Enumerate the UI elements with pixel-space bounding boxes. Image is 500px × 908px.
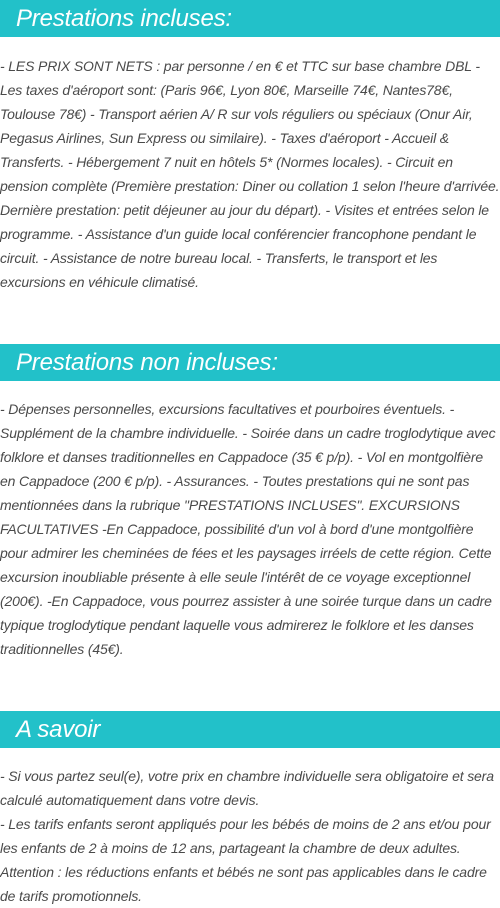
section-title: Prestations non incluses: bbox=[16, 349, 278, 376]
section-paragraph: - LES PRIX SONT NETS : par personne / en € et TTC sur base chambre DBL - Les taxes d'aéroport sont: (Paris 96€, Lyon 80€, Marseille 74€, Nantes78€, Toulouse 78€) - Transport aérien A/ R sur vols réguliers ou spéciaux (Onur Air, Pegasus Airlines, Sun Express ou similaire). - Taxes d'aéroport - Accueil & Transferts. - Hébergement 7 nuit en hôtels 5* (Normes locales). - Circuit en pension complète (Première prestation: Diner ou collation 1 selon l'heure d'arrivée. Dernière prestation: petit déjeuner au jour du départ). - Visites et entrées selon le programme. - Assistance d'un guide local conférencier francophone pendant le circuit. - Assistance de notre bureau local. - Transferts, le transport et les excursions en véhicule climatisé. bbox=[0, 58, 500, 290]
section-paragraph: - Dépenses personnelles, excursions facultatives et pourboires éventuels. - Supplément de la chambre individuelle. - Soirée dans un cadre troglodytique avec folklore et danses traditionnelles en Cappadoce (35 € p/p). - Vol en montgolfière en Cappadoce (200 € p/p). - Assurances. - Toutes prestations qui ne sont pas mentionnées dans la rubrique "PRESTATIONS INCLUSES". EXCURSIONS FACULTATIVES -En Cappadoce, possibilité d'un vol à bord d'une montgolfière pour admirer les cheminées de fées et les paysages irréels de cette région. Cette excursion inoubliable présente à elle seule l'intérêt de ce voyage exceptionnel (200€). -En Cappadoce, vous pourrez assister à une soirée turque dans un cadre typique troglodytique pendant laquelle vous admirerez le folklore et les danses traditionnelles (45€). bbox=[0, 401, 496, 657]
section-header-prestations-incluses bbox=[0, 0, 500, 37]
section-paragraph: - Les tarifs enfants seront appliqués pour les bébés de moins de 2 ans et/ou pour les enfants de 2 à moins de 12 ans, partageant la chambre de deux adultes. Attention : les réductions enfants et bébés ne sont pas applicables dans le cadre de tarifs promotionnels. bbox=[0, 816, 491, 904]
section-header-a-savoir bbox=[0, 711, 500, 748]
section-header-prestations-non-incluses bbox=[0, 344, 500, 381]
section-body-prestations-non-incluses bbox=[0, 397, 500, 661]
section-body-prestations-incluses bbox=[0, 54, 500, 294]
section-title: Prestations incluses: bbox=[16, 5, 232, 32]
section-body-a-savoir bbox=[0, 764, 500, 908]
section-paragraph: - Si vous partez seul(e), votre prix en chambre individuelle sera obligatoire et sera calculé automatiquement dans votre devis. bbox=[0, 768, 494, 808]
section-title: A savoir bbox=[16, 716, 101, 743]
